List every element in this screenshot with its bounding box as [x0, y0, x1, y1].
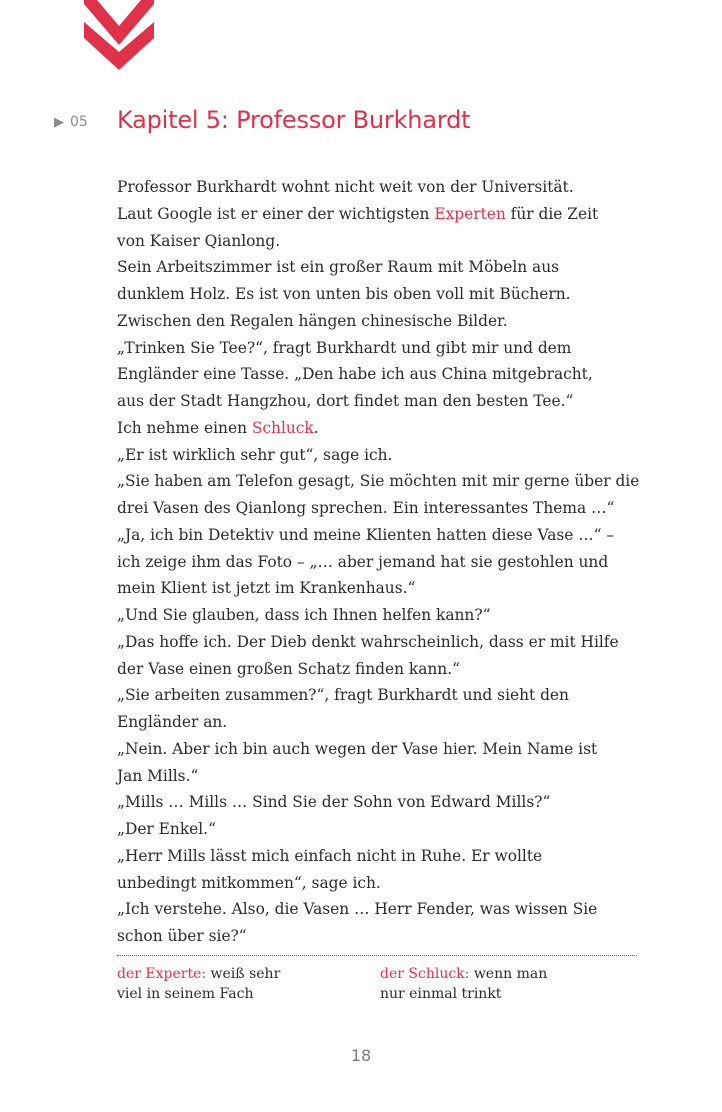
text-run: . [313, 418, 319, 437]
glossary-term: der Experte: [117, 966, 207, 982]
text-line [117, 254, 642, 281]
text-line [117, 281, 642, 308]
text-run: „Herr Mills lässt mich einfach nicht in Ruhe. Er wollte [117, 846, 543, 865]
text-line [117, 522, 642, 549]
text-run: „Ja, ich bin Detektiv und meine Klienten hatten diese Vase …“ – [117, 525, 615, 544]
text-run: „Er ist wirklich sehr gut“, sage ich. [117, 445, 393, 464]
chapter-number: 05 [70, 114, 88, 130]
text-run: „Ich verstehe. Also, die Vasen … Herr Fender, was wissen Sie [117, 900, 598, 919]
glossary-divider [117, 955, 637, 956]
text-run: „Mills … Mills … Sind Sie der Sohn von Edward Mills?“ [117, 793, 551, 812]
text-line [117, 602, 642, 629]
vocabulary-highlight: Schluck [251, 418, 314, 437]
text-run: unbedingt mitkommen“, sage ich. [117, 873, 381, 892]
text-line [117, 361, 642, 388]
text-run: Jan Mills.“ [117, 766, 199, 785]
text-line [117, 923, 642, 950]
glossary-definition: wenn man [469, 966, 548, 982]
chapter-body-text [117, 174, 642, 950]
text-line [117, 575, 642, 602]
text-line [117, 201, 642, 228]
text-line [117, 629, 642, 656]
text-line [117, 468, 642, 495]
text-run: Ich nehme einen [117, 418, 252, 437]
text-line [117, 308, 642, 335]
publisher-logo-chevron-icon [84, 0, 154, 72]
text-run: von Kaiser Qianlong. [117, 231, 281, 250]
text-line [117, 442, 642, 469]
chapter-marker [54, 114, 88, 130]
page-number: 18 [350, 1046, 372, 1065]
text-line [117, 495, 642, 522]
text-line [117, 682, 642, 709]
vocabulary-highlight: Experten [434, 204, 506, 223]
text-line [117, 174, 642, 201]
text-run: Laut Google ist er einer der wichtigsten [117, 204, 435, 223]
text-run: „Das hoffe ich. Der Dieb denkt wahrscheinlich, dass er mit Hilfe [117, 632, 619, 651]
text-line [117, 228, 642, 255]
text-line [117, 388, 642, 415]
text-run: Zwischen den Regalen hängen chinesische Bilder. [117, 311, 508, 330]
play-triangle-icon: ▶ [54, 115, 64, 130]
text-line [117, 549, 642, 576]
text-line [117, 335, 642, 362]
text-run: Engländer an. [117, 713, 228, 731]
text-line [117, 870, 642, 897]
text-run: „Und Sie glauben, dass ich Ihnen helfen kann?“ [117, 606, 491, 624]
text-run: „Der Enkel.“ [117, 820, 216, 838]
text-run: „Sie haben am Telefon gesagt, Sie möchten mit mir gerne über die [117, 472, 640, 491]
text-line [117, 789, 642, 816]
text-line [117, 843, 642, 870]
text-line [117, 763, 642, 790]
text-run: Sein Arbeitszimmer ist ein großer Raum mit Möbeln aus [117, 258, 560, 277]
text-run: Engländer eine Tasse. „Den habe ich aus China mitgebracht, [117, 365, 593, 384]
glossary-entry-experte [117, 964, 367, 1004]
text-run: dunklem Holz. Es ist von unten bis oben voll mit Büchern. [117, 285, 571, 303]
text-line [117, 415, 642, 442]
glossary-definition-cont: viel in seinem Fach [117, 986, 254, 1002]
text-run: für die Zeit [505, 204, 599, 223]
text-run: ich zeige ihm das Foto – „… aber jemand hat sie gestohlen und [117, 552, 609, 571]
glossary-definition: weiß sehr [206, 966, 281, 982]
text-run: mein Klient ist jetzt im Krankenhaus.“ [117, 579, 416, 598]
text-line [117, 656, 642, 683]
text-line [117, 736, 642, 763]
text-run: schon über sie?“ [117, 927, 247, 945]
text-line [117, 816, 642, 843]
text-run: drei Vasen des Qianlong sprechen. Ein interessantes Thema …“ [117, 499, 615, 517]
glossary-term: der Schluck: [380, 966, 470, 982]
chapter-title: Kapitel 5: Professor Burkhardt [117, 106, 471, 134]
glossary-definition-cont: nur einmal trinkt [380, 986, 502, 1002]
text-run: „Nein. Aber ich bin auch wegen der Vase hier. Mein Name ist [117, 739, 598, 758]
text-run: „Sie arbeiten zusammen?“, fragt Burkhardt und sieht den [117, 686, 569, 705]
text-run: „Trinken Sie Tee?“, fragt Burkhardt und gibt mir und dem [117, 338, 572, 357]
text-line [117, 896, 642, 923]
text-line [117, 709, 642, 736]
text-run: Professor Burkhardt wohnt nicht weit von der Universität. [117, 178, 574, 196]
text-run: der Vase einen großen Schatz finden kann.“ [117, 659, 460, 678]
text-run: aus der Stadt Hangzhou, dort findet man den besten Tee.“ [117, 392, 574, 410]
glossary-entry-schluck [380, 964, 630, 1004]
